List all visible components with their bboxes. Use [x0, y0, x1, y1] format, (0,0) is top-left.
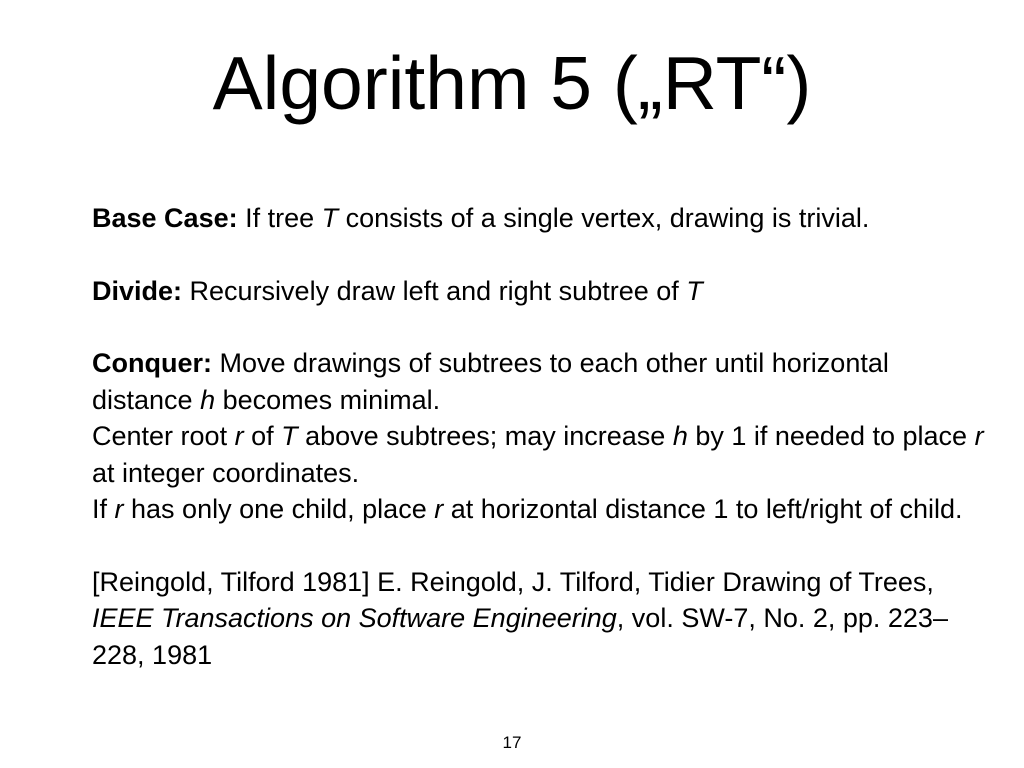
- conquer-one-child-paragraph: [92, 491, 992, 528]
- conquer-center-root-paragraph: [92, 418, 992, 491]
- center-root-var-r: r: [234, 421, 244, 451]
- one-child-var-r: r: [114, 494, 124, 524]
- center-root-text-1: Center root: [92, 421, 235, 451]
- one-child-var-r2: r: [434, 494, 444, 524]
- center-root-var-h: h: [672, 421, 688, 451]
- reference-paragraph: [92, 564, 992, 674]
- page-number: 17: [502, 733, 522, 752]
- reference-journal: IEEE Transactions on Software Engineering: [92, 603, 617, 633]
- one-child-text-2: has only one child, place: [123, 494, 435, 524]
- reference-text-2: , vol. SW-7, No. 2, pp. 223–228, 1981: [92, 603, 948, 670]
- divide-var-t: T: [686, 275, 703, 306]
- spacer: [92, 309, 992, 345]
- divide-text-1: Recursively draw left and right subtree of: [182, 275, 687, 306]
- conquer-text-1: Move drawings of subtrees to each other until horizontal distance: [92, 348, 889, 415]
- base-case-var-t: T: [321, 203, 339, 233]
- spacer: [92, 528, 992, 564]
- base-case-label: Base Case:: [92, 203, 238, 233]
- conquer-label: Conquer:: [92, 348, 212, 378]
- slide-title: Algorithm 5 („RT“): [212, 41, 812, 125]
- center-root-text-4: by 1 if needed to place: [687, 421, 975, 451]
- base-case-text-2: consists of a single vertex, drawing is trivial.: [338, 203, 870, 233]
- spacer: [92, 237, 992, 273]
- divide-paragraph: [92, 273, 992, 310]
- center-root-var-t: T: [281, 421, 298, 451]
- one-child-text-3: at horizontal distance 1 to left/right of child.: [443, 494, 963, 524]
- slide-body: [92, 200, 992, 673]
- center-root-text-5: at integer coordinates.: [92, 457, 360, 488]
- center-root-text-2: of: [243, 421, 282, 451]
- base-case-paragraph: [92, 200, 992, 237]
- center-root-var-r2: r: [974, 421, 984, 451]
- one-child-text-1: If: [92, 494, 115, 524]
- conquer-paragraph: [92, 345, 992, 418]
- center-root-text-3: above subtrees; may increase: [297, 421, 673, 451]
- conquer-var-h: h: [200, 384, 216, 415]
- divide-label: Divide:: [92, 275, 183, 306]
- conquer-text-2: becomes minimal.: [215, 384, 441, 415]
- base-case-text-1: If tree: [237, 203, 322, 233]
- reference-text-1: [Reingold, Tilford 1981] E. Reingold, J. Tilford, Tidier Drawing of Trees,: [92, 566, 934, 597]
